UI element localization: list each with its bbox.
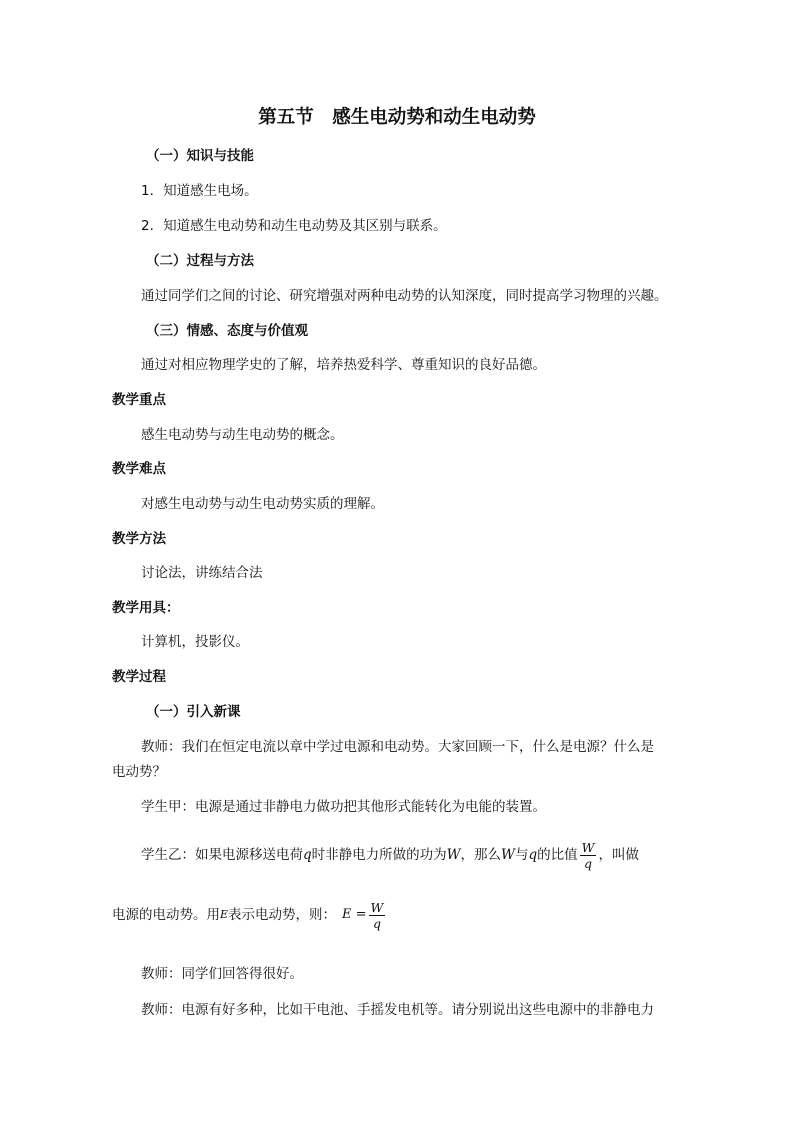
formula-lhs: E =	[342, 907, 367, 922]
knowledge-item-2: 2．知道感生电动势和动生电动势及其区别与联系。	[141, 218, 447, 234]
process-text: 通过同学们之间的讨论、研究增强对两种电动势的认知深度，同时提高学习物理的兴趣。	[141, 288, 668, 304]
student-b-text-2: 时非静电力所做的功为	[311, 847, 447, 863]
emotion-heading: （三）情感、态度与价值观	[146, 323, 308, 339]
difficulties-heading: 教学难点	[112, 461, 166, 477]
tools-text: 计算机，投影仪。	[141, 634, 249, 650]
fraction-w-over-q	[580, 840, 597, 871]
emf-fraction-numerator: W	[370, 899, 384, 915]
student-b-text-5: 的比值	[537, 847, 578, 863]
process-heading: （二）过程与方法	[146, 253, 254, 269]
knowledge-heading: （一）知识与技能	[146, 148, 254, 164]
teacher-question-line-2: 电动势？	[112, 764, 166, 780]
teacher-praise: 教师：同学们回答得很好。	[141, 966, 303, 982]
difficulties-text: 对感生电动势与动生电动势实质的理解。	[141, 496, 384, 512]
student-a-answer: 学生甲：电源是通过非静电力做功把其他形式能转化为电能的装置。	[141, 799, 546, 815]
intro-heading: （一）引入新课	[146, 704, 241, 720]
emotion-text: 通过对相应物理学史的了解，培养热爱科学、尊重知识的良好品德。	[141, 357, 546, 373]
student-b-text-3: ，那么	[460, 847, 502, 863]
key-points-heading: 教学重点	[112, 392, 166, 408]
student-b-answer	[141, 836, 713, 874]
var-w: W	[501, 847, 515, 863]
page-title: 第五节 感生电动势和动生电动势	[258, 107, 536, 128]
knowledge-item-1: 1．知道感生电场。	[141, 183, 258, 199]
teacher-question-line-1: 教师：我们在恒定电流以章中学过电源和电动势。大家回顾一下，什么是电源？什么是	[141, 739, 654, 755]
teacher-next-question: 教师：电源有好多种，比如干电池、手摇发电机等。请分别说出这些电源中的非静电力	[141, 1002, 654, 1018]
formula-text-2: 表示电动势，则：	[228, 907, 337, 923]
process-main-heading: 教学过程	[112, 669, 166, 685]
var-q: q	[528, 847, 538, 863]
student-b-text-4: 与	[514, 847, 529, 863]
student-b-text-6: ，叫做	[598, 847, 639, 863]
tools-heading: 教学用具：	[112, 600, 180, 616]
var-w: W	[446, 847, 461, 863]
formula-text-1: 电源的电动势。用	[112, 907, 220, 923]
var-e: E	[220, 908, 229, 921]
emf-fraction	[369, 900, 386, 931]
emf-fraction-denominator: q	[372, 915, 381, 931]
methods-heading: 教学方法	[112, 531, 166, 547]
fraction-denominator: q	[584, 855, 593, 871]
student-b-text-1: 学生乙：如果电源移送电荷	[141, 847, 303, 863]
methods-text: 讨论法，讲练结合法	[141, 565, 263, 581]
emf-formula-line	[112, 896, 684, 934]
key-points-text: 感生电动势与动生电动势的概念。	[141, 427, 344, 443]
fraction-numerator: W	[581, 839, 595, 855]
var-q: q	[303, 847, 312, 863]
